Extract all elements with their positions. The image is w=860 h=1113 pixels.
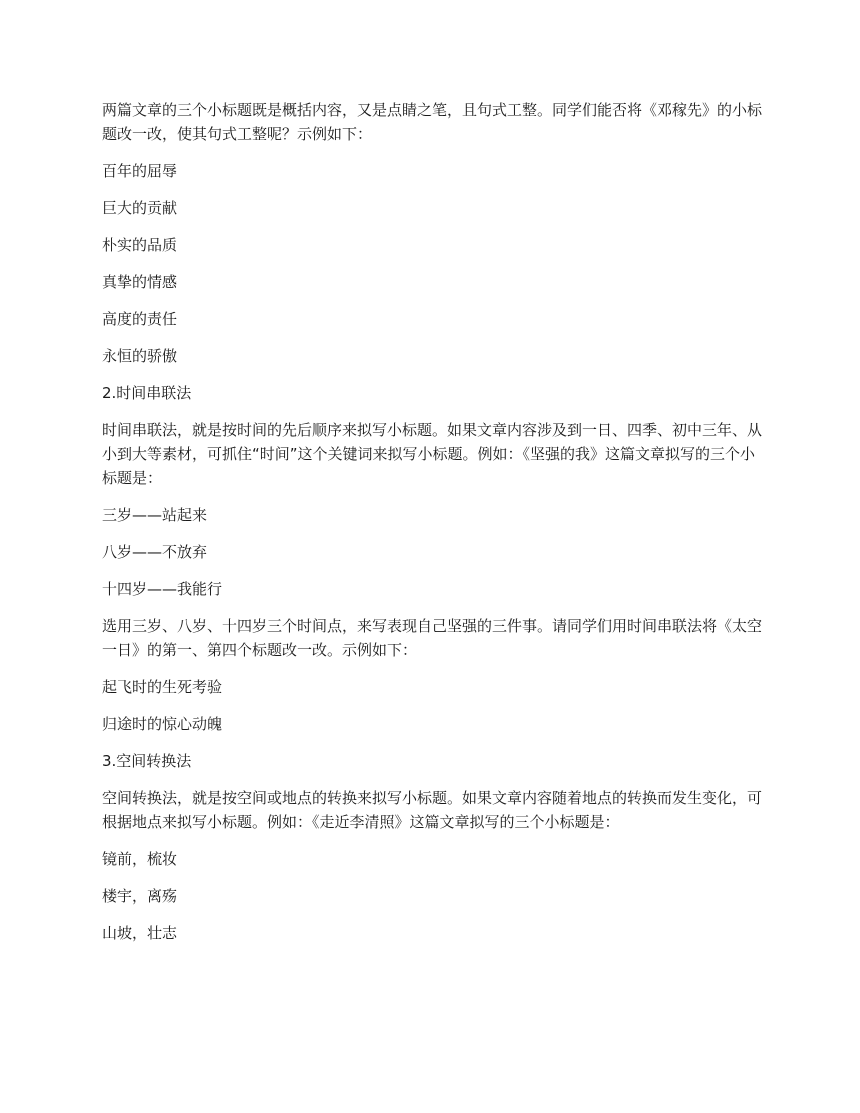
time-exercise-paragraph: 选用三岁、八岁、十四岁三个时间点，来写表现自己坚强的三件事。请同学们用时间串联法将《太空一日》的第一、第四个标题改一改。示例如下： — [102, 617, 763, 659]
time-example-2: 八岁——不放弃 — [102, 543, 208, 561]
subtitle-example-2: 巨大的贡献 — [102, 199, 178, 217]
subtitle-example-4: 真挚的情感 — [102, 273, 178, 291]
section-heading-time: 2.时间串联法 — [102, 384, 192, 402]
subtitle-example-5: 高度的责任 — [102, 310, 178, 328]
time-example-1: 三岁——站起来 — [102, 506, 208, 524]
subtitle-example-1: 百年的屈辱 — [102, 162, 178, 180]
space-example-3: 山坡，壮志 — [102, 924, 178, 942]
space-example-1: 镜前，梳妆 — [102, 850, 178, 868]
space-day-example-1: 起飞时的生死考验 — [102, 678, 223, 696]
space-method-paragraph: 空间转换法，就是按空间或地点的转换来拟写小标题。如果文章内容随着地点的转换而发生变化，可根据地点来拟写小标题。例如：《走近李清照》这篇文章拟写的三个小标题是： — [102, 789, 763, 831]
time-example-3: 十四岁——我能行 — [102, 580, 223, 598]
intro-paragraph: 两篇文章的三个小标题既是概括内容，又是点睛之笔，且句式工整。同学们能否将《邓稼先》的小标题改一改，使其句式工整呢？示例如下： — [102, 101, 763, 143]
document-body — [102, 98, 762, 958]
space-day-example-2: 归途时的惊心动魄 — [102, 715, 223, 733]
subtitle-example-3: 朴实的品质 — [102, 236, 178, 254]
time-method-paragraph: 时间串联法，就是按时间的先后顺序来拟写小标题。如果文章内容涉及到一日、四季、初中三年、从小到大等素材，可抓住“时间”这个关键词来拟写小标题。例如：《坚强的我》这篇文章拟写的三个小标题是： — [102, 421, 763, 487]
subtitle-example-6: 永恒的骄傲 — [102, 347, 178, 365]
section-heading-space: 3.空间转换法 — [102, 752, 192, 770]
space-example-2: 楼宇，离殇 — [102, 887, 178, 905]
